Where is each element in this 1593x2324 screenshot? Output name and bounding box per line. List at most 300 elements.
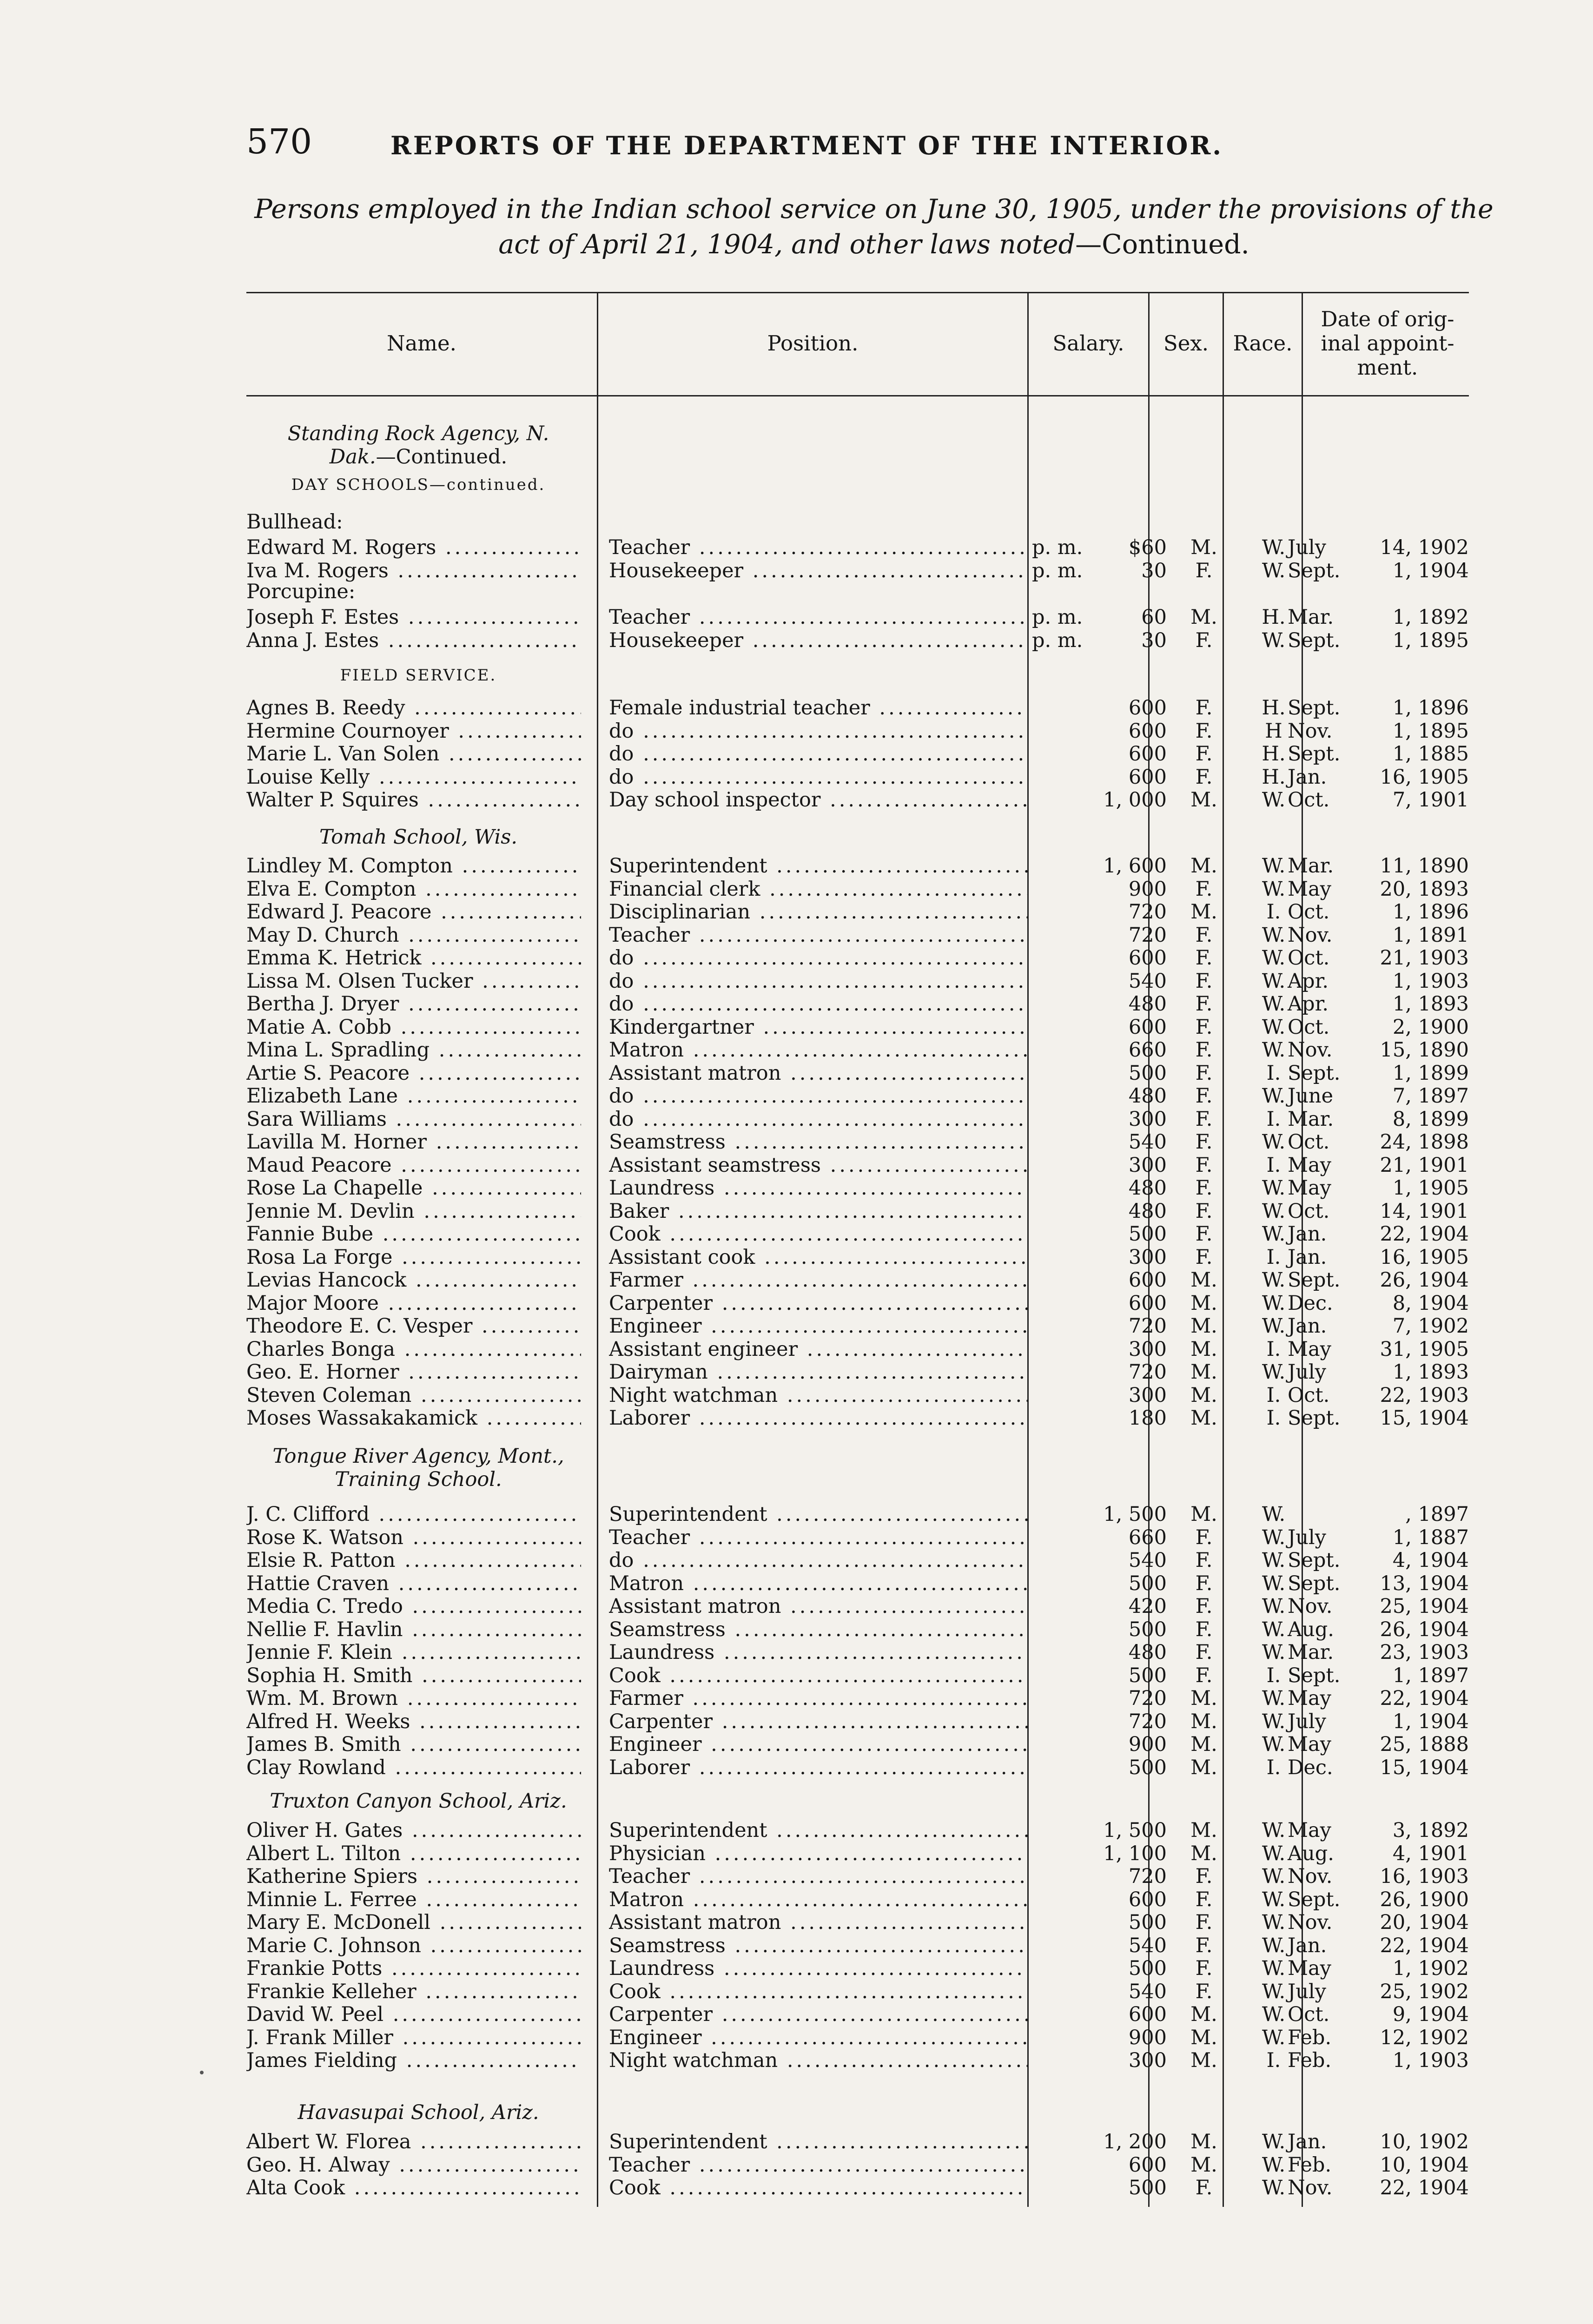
cell-salary: 500 [1128, 2176, 1167, 2199]
cell-month: Nov. [1288, 923, 1333, 947]
section-heading: Training School. [335, 1468, 502, 1491]
table-row [246, 559, 1469, 582]
table-row [246, 1406, 1469, 1430]
cell-position: Cook ..... [609, 1222, 1027, 1246]
cell-day: 15, 1890 [1380, 1038, 1469, 1062]
cell-month: Mar. [1288, 1641, 1334, 1664]
cell-month: Oct. [1288, 1383, 1330, 1407]
cell-race: W. [1262, 1687, 1286, 1710]
cell-sex: F. [1195, 719, 1213, 743]
cell-month: Feb. [1288, 2049, 1332, 2072]
cell-day: 1, 1904 [1392, 559, 1469, 582]
cell-name: Mary E. McDonell ..... [246, 1911, 581, 1934]
cell-salary: 600 [1128, 1291, 1167, 1315]
cell-sex: F. [1195, 1084, 1213, 1108]
cell-race: W. [1262, 1084, 1286, 1108]
cell-position: Farmer ..... [609, 1687, 1027, 1710]
cell-day: 16, 1905 [1380, 765, 1469, 789]
cell-race: W. [1262, 2026, 1286, 2049]
cell-sex: M. [1190, 1503, 1217, 1526]
table-row [246, 2153, 1469, 2177]
cell-month: Jan. [1288, 765, 1327, 789]
cell-name: Steven Coleman ..... [246, 1384, 581, 1407]
cell-sex: M. [1190, 1383, 1217, 1407]
cell-position: do ..... [609, 742, 1027, 766]
table-row [246, 1062, 1469, 1085]
cell-month: Aug. [1288, 1618, 1334, 1641]
cell-day: 1, 1897 [1392, 1664, 1469, 1687]
cell-salary: 1, 100 [1103, 1842, 1167, 1865]
cell-salary: 500 [1128, 1957, 1167, 1980]
cell-race: W. [1262, 1291, 1286, 1315]
cell-race: W. [1262, 559, 1286, 582]
cell-sex: M. [1190, 1733, 1217, 1756]
column-header-sex: Sex. [1163, 331, 1209, 356]
cell-position: Laundress ..... [609, 1957, 1027, 1980]
cell-sex: F. [1195, 946, 1213, 970]
cell-name: Hattie Craven ..... [246, 1572, 581, 1595]
cell-day: 3, 1892 [1392, 1819, 1469, 1842]
cell-salary: 720 [1128, 1710, 1167, 1733]
cell-race: W. [1262, 1130, 1286, 1154]
cell-day: 20, 1904 [1380, 1911, 1469, 1934]
cell-salary: 660 [1128, 1038, 1167, 1062]
cell-day: 1, 1896 [1392, 696, 1469, 720]
cell-position: Superintendent ..... [609, 1503, 1027, 1526]
table-row [246, 1292, 1469, 1315]
cell-month: Feb. [1288, 2026, 1332, 2049]
cell-position: Laundress ..... [609, 1641, 1027, 1664]
cell-name: Rose La Chapelle ..... [246, 1176, 581, 1200]
cell-sex: M. [1190, 900, 1217, 924]
cell-month: May [1288, 1337, 1331, 1361]
cell-name: Iva M. Rogers ..... [246, 559, 581, 582]
cell-race: W. [1262, 1360, 1286, 1384]
cell-race: W. [1262, 946, 1286, 970]
cell-month: July [1288, 536, 1326, 559]
cell-race: W. [1262, 1199, 1286, 1223]
column-header-name: Name. [387, 331, 456, 356]
cell-salary: 600 [1128, 2153, 1167, 2177]
cell-month: Oct. [1288, 2003, 1330, 2026]
cell-name: May D. Church ..... [246, 924, 581, 947]
cell-salary: 900 [1128, 2026, 1167, 2049]
cell-salary: 500 [1128, 1571, 1167, 1595]
cell-salary: 600 [1128, 696, 1167, 720]
cell-sex: M. [1190, 854, 1217, 878]
cell-sex: F. [1195, 1153, 1213, 1177]
cell-day: 25, 1904 [1380, 1595, 1469, 1618]
cell-sex: F. [1195, 1911, 1213, 1934]
cell-day: 1, 1885 [1392, 742, 1469, 766]
cell-sex: M. [1190, 1756, 1217, 1779]
cell-position: Engineer ..... [609, 1314, 1027, 1338]
table-row [246, 1130, 1469, 1154]
table-row [246, 536, 1469, 559]
cell-race: I. [1266, 1107, 1281, 1131]
table-row [246, 1108, 1469, 1131]
cell-race: W. [1262, 877, 1286, 901]
table-row [246, 2130, 1469, 2153]
cell-name: Frankie Potts ..... [246, 1957, 581, 1980]
cell-name: David W. Peel ..... [246, 2003, 581, 2026]
cell-salary: 720 [1128, 1360, 1167, 1384]
cell-pm: p. m. [1032, 536, 1083, 559]
section-heading: Standing Rock Agency, N. [287, 422, 549, 445]
table-row [246, 1200, 1469, 1223]
cell-day: 8, 1899 [1392, 1107, 1469, 1131]
cell-sex: F. [1195, 1199, 1213, 1223]
cell-name: Sophia H. Smith ..... [246, 1664, 581, 1687]
cell-name: Rose K. Watson ..... [246, 1526, 581, 1549]
cell-position: Cook ..... [609, 1664, 1027, 1687]
cell-month: Sept. [1288, 742, 1341, 766]
cell-name: Albert L. Tilton ..... [246, 1842, 581, 1865]
cell-salary: 600 [1128, 765, 1167, 789]
cell-race: I. [1266, 1337, 1281, 1361]
table-row [246, 2176, 1469, 2199]
cell-name: Bertha J. Dryer ..... [246, 992, 581, 1016]
cell-position: Laundress ..... [609, 1176, 1027, 1200]
stray-mark [200, 2071, 204, 2074]
cell-race: W. [1262, 1957, 1286, 1980]
cell-sex: F. [1195, 1107, 1213, 1131]
cell-salary: 720 [1128, 1865, 1167, 1888]
cell-position: Matron ..... [609, 1038, 1027, 1062]
cell-sex: M. [1190, 1291, 1217, 1315]
cell-name: Nellie F. Havlin ..... [246, 1618, 581, 1641]
cell-day: 10, 1902 [1380, 2130, 1469, 2153]
cell-month: Oct. [1288, 1015, 1330, 1039]
school-heading: Porcupine: [246, 580, 356, 603]
cell-position: Dairyman ..... [609, 1360, 1027, 1384]
cell-salary: 540 [1128, 1934, 1167, 1957]
cell-day: 1, 1903 [1392, 2049, 1469, 2072]
cell-day: 15, 1904 [1380, 1406, 1469, 1430]
cell-race: W. [1262, 1038, 1286, 1062]
cell-name: Lavilla M. Horner ..... [246, 1130, 581, 1154]
table-row [246, 1338, 1469, 1361]
column-header-position: Position. [767, 331, 859, 356]
cell-sex: M. [1190, 1710, 1217, 1733]
cell-day: 9, 1904 [1392, 2003, 1469, 2026]
cell-salary: 1, 000 [1103, 788, 1167, 812]
cell-position: Teacher ..... [609, 606, 1027, 629]
cell-sex: M. [1190, 788, 1217, 812]
table-caption [232, 191, 1515, 262]
table-row [246, 1016, 1469, 1039]
section-heading-italic: Dak. [329, 445, 376, 469]
cell-name: Agnes B. Reedy ..... [246, 696, 581, 720]
table-row [246, 946, 1469, 970]
table-row [246, 924, 1469, 947]
cell-race: I. [1266, 900, 1281, 924]
cell-day: 23, 1903 [1380, 1641, 1469, 1664]
cell-day: 12, 1902 [1380, 2026, 1469, 2049]
cell-name: Lissa M. Olsen Tucker ..... [246, 970, 581, 993]
cell-name: Rosa La Forge ..... [246, 1246, 581, 1269]
cell-month: Mar. [1288, 854, 1334, 878]
cell-month: Mar. [1288, 606, 1334, 629]
table-row [246, 1756, 1469, 1779]
cell-day: 22, 1904 [1380, 1934, 1469, 1957]
cell-race: H. [1262, 765, 1286, 789]
cell-salary: 500 [1128, 1222, 1167, 1246]
cell-day: 26, 1900 [1380, 1888, 1469, 1911]
cell-race: W. [1262, 1980, 1286, 2003]
cell-month: Dec. [1288, 1291, 1333, 1315]
cell-name: Media C. Tredo ..... [246, 1595, 581, 1618]
cell-position: do ..... [609, 970, 1027, 993]
cell-race: W. [1262, 1911, 1286, 1934]
cell-position: Assistant matron ..... [609, 1595, 1027, 1618]
cell-month: May [1288, 1687, 1331, 1710]
cell-month: Oct. [1288, 900, 1330, 924]
cell-name: Elizabeth Lane ..... [246, 1084, 581, 1108]
cell-day: 4, 1901 [1392, 1842, 1469, 1865]
table-row [246, 766, 1469, 789]
table-row [246, 2049, 1469, 2072]
cell-sex: F. [1195, 992, 1213, 1016]
cell-salary: 600 [1128, 2003, 1167, 2026]
cell-sex: F. [1195, 1549, 1213, 1572]
cell-salary: 660 [1128, 1525, 1167, 1549]
cell-month: Nov. [1288, 2176, 1333, 2199]
cell-salary: 500 [1128, 1618, 1167, 1641]
cell-salary: 480 [1128, 1199, 1167, 1223]
cell-day: 24, 1898 [1380, 1130, 1469, 1154]
cell-salary: 540 [1128, 1130, 1167, 1154]
cell-sex: F. [1195, 1618, 1213, 1641]
table-row [246, 1084, 1469, 1108]
cell-race: I. [1266, 1664, 1281, 1687]
cell-sex: F. [1195, 696, 1213, 720]
cell-race: W. [1262, 1222, 1286, 1246]
cell-race: W. [1262, 1314, 1286, 1338]
cell-sex: M. [1190, 2003, 1217, 2026]
cell-month: Nov. [1288, 1865, 1333, 1888]
cell-position: do ..... [609, 1108, 1027, 1131]
cell-position: Superintendent ..... [609, 854, 1027, 878]
cell-month: May [1288, 1957, 1331, 1980]
cell-race: W. [1262, 854, 1286, 878]
cell-day: 1, 1893 [1392, 1360, 1469, 1384]
cell-race: W. [1262, 1268, 1286, 1292]
cell-day: 8, 1904 [1392, 1291, 1469, 1315]
cell-race: W. [1262, 2153, 1286, 2177]
table-row [246, 696, 1469, 720]
cell-day: 15, 1904 [1380, 1756, 1469, 1779]
cell-position: Superintendent ..... [609, 1819, 1027, 1842]
cell-race: I. [1266, 1756, 1281, 1779]
cell-salary: 30 [1141, 628, 1167, 652]
cell-name: Clay Rowland ..... [246, 1756, 581, 1779]
cell-position: Night watchman ..... [609, 2049, 1027, 2072]
cell-race: W. [1262, 1176, 1286, 1200]
cell-position: Night watchman ..... [609, 1384, 1027, 1407]
cell-name: Major Moore ..... [246, 1292, 581, 1315]
cell-day: 4, 1904 [1392, 1549, 1469, 1572]
cell-day: 21, 1901 [1380, 1153, 1469, 1177]
cell-sex: F. [1195, 765, 1213, 789]
cell-sex: M. [1190, 1819, 1217, 1842]
cell-sex: M. [1190, 2049, 1217, 2072]
cell-sex: F. [1195, 969, 1213, 993]
caption-tail: —Continued. [1075, 229, 1249, 260]
cell-sex: F. [1195, 1130, 1213, 1154]
cell-name: Elsie R. Patton ..... [246, 1549, 581, 1572]
cell-salary: 300 [1128, 1383, 1167, 1407]
cell-pm: p. m. [1032, 628, 1083, 652]
cell-month: Aug. [1288, 1842, 1334, 1865]
cell-sex: M. [1190, 1406, 1217, 1430]
cell-race: W. [1262, 2003, 1286, 2026]
cell-position: Matron ..... [609, 1888, 1027, 1911]
cell-month: Apr. [1288, 969, 1329, 993]
cell-salary: 720 [1128, 900, 1167, 924]
cell-salary: 60 [1141, 606, 1167, 629]
cell-position: Housekeeper ..... [609, 559, 1027, 582]
table-row [246, 1154, 1469, 1177]
table-row [246, 1911, 1469, 1934]
cell-race: I. [1266, 1245, 1281, 1269]
cell-sex: F. [1195, 1888, 1213, 1911]
cell-salary: 540 [1128, 969, 1167, 993]
section-heading: Tomah School, Wis. [319, 825, 518, 849]
section-heading: Tongue River Agency, Mont., [272, 1445, 564, 1468]
cell-month: May [1288, 877, 1331, 901]
cell-race: W. [1262, 1733, 1286, 1756]
cell-month: May [1288, 1176, 1331, 1200]
cell-position: Matron ..... [609, 1572, 1027, 1595]
cell-salary: 500 [1128, 1664, 1167, 1687]
cell-race: W. [1262, 1934, 1286, 1957]
cell-salary: 540 [1128, 1549, 1167, 1572]
cell-position: Cook ..... [609, 1980, 1027, 2003]
school-heading: Bullhead: [246, 510, 343, 534]
cell-position: Day school inspector ..... [609, 788, 1027, 812]
cell-name: Frankie Kelleher ..... [246, 1980, 581, 2003]
cell-month: Jan. [1288, 1245, 1327, 1269]
cell-sex: M. [1190, 2130, 1217, 2153]
cell-month: Jan. [1288, 1314, 1327, 1338]
cell-day: 1, 1899 [1392, 1061, 1469, 1085]
cell-position: Financial clerk ..... [609, 878, 1027, 901]
cell-sex: F. [1195, 1595, 1213, 1618]
cell-month: June [1288, 1084, 1334, 1108]
table-row [246, 1572, 1469, 1595]
table-row [246, 2026, 1469, 2049]
cell-sex: F. [1195, 2176, 1213, 2199]
cell-race: W. [1262, 1015, 1286, 1039]
running-header [246, 119, 1385, 165]
cell-month: Nov. [1288, 719, 1333, 743]
cell-sex: M. [1190, 536, 1217, 559]
cell-position: do ..... [609, 1549, 1027, 1572]
cell-race: W. [1262, 536, 1286, 559]
cell-race: I. [1266, 2049, 1281, 2072]
cell-salary: 600 [1128, 742, 1167, 766]
cell-name: Louise Kelly ..... [246, 766, 581, 789]
cell-name: Albert W. Florea ..... [246, 2130, 581, 2153]
cell-name: Joseph F. Estes ..... [246, 606, 581, 629]
page-number: 570 [246, 122, 312, 162]
cell-position: do ..... [609, 720, 1027, 743]
table-row [246, 1842, 1469, 1865]
cell-month: Mar. [1288, 1107, 1334, 1131]
cell-salary: 900 [1128, 1733, 1167, 1756]
cell-sex: M. [1190, 1314, 1217, 1338]
cell-name: Alta Cook ..... [246, 2176, 581, 2199]
table-row [246, 1314, 1469, 1338]
cell-month: Sept. [1288, 1549, 1341, 1572]
cell-salary: 600 [1128, 1015, 1167, 1039]
cell-sex: F. [1195, 1222, 1213, 1246]
cell-race: W. [1262, 788, 1286, 812]
cell-sex: M. [1190, 1268, 1217, 1292]
cell-race: W. [1262, 1819, 1286, 1842]
cell-name: Walter P. Squires ..... [246, 788, 581, 812]
cell-race: H. [1262, 742, 1286, 766]
cell-month: Nov. [1288, 1911, 1333, 1934]
caption-italic: Persons employed in the Indian school service on June 30, 1905, under the provisions of the act of April 21, 1904, and other laws noted [254, 194, 1494, 260]
table-row [246, 1360, 1469, 1384]
cell-name: Edward J. Peacore ..... [246, 900, 581, 924]
table-row [246, 1595, 1469, 1618]
cell-salary: 1, 600 [1103, 854, 1167, 878]
table-row [246, 1618, 1469, 1641]
cell-race: W. [1262, 1571, 1286, 1595]
cell-name: Matie A. Cobb ..... [246, 1016, 581, 1039]
cell-name: Anna J. Estes ..... [246, 629, 581, 652]
cell-position: Farmer ..... [609, 1268, 1027, 1292]
cell-race: W. [1262, 1525, 1286, 1549]
table-row [246, 1980, 1469, 2003]
cell-day: 10, 1904 [1380, 2153, 1469, 2177]
cell-position: Engineer ..... [609, 1733, 1027, 1756]
cell-sex: F. [1195, 877, 1213, 901]
cell-name: James B. Smith ..... [246, 1733, 581, 1756]
cell-name: Hermine Cournoyer ..... [246, 720, 581, 743]
table-row [246, 1733, 1469, 1756]
cell-race: I. [1266, 1383, 1281, 1407]
table-row [246, 854, 1469, 878]
cell-race: W. [1262, 1641, 1286, 1664]
table-row [246, 1888, 1469, 1911]
cell-salary: 1, 500 [1103, 1819, 1167, 1842]
cell-day: 1, 1895 [1392, 628, 1469, 652]
cell-day: 22, 1904 [1380, 1687, 1469, 1710]
cell-position: Female industrial teacher ..... [609, 696, 1027, 720]
cell-position: Teacher ..... [609, 536, 1027, 559]
cell-salary: 540 [1128, 1980, 1167, 2003]
subsection-heading: FIELD SERVICE. [340, 666, 497, 685]
cell-race: W. [1262, 1618, 1286, 1641]
cell-race: W. [1262, 923, 1286, 947]
cell-day: 20, 1893 [1380, 877, 1469, 901]
cell-month: Jan. [1288, 1934, 1327, 1957]
cell-day: 22, 1903 [1380, 1383, 1469, 1407]
cell-pm: p. m. [1032, 606, 1083, 629]
cell-name: Jennie F. Klein ..... [246, 1641, 581, 1664]
cell-race: H [1265, 719, 1282, 743]
cell-month: Sept. [1288, 628, 1341, 652]
cell-position: Assistant engineer ..... [609, 1338, 1027, 1361]
cell-name: James Fielding ..... [246, 2049, 581, 2072]
cell-position: Laborer ..... [609, 1756, 1027, 1779]
table-row [246, 720, 1469, 743]
cell-month: Sept. [1288, 1268, 1341, 1292]
